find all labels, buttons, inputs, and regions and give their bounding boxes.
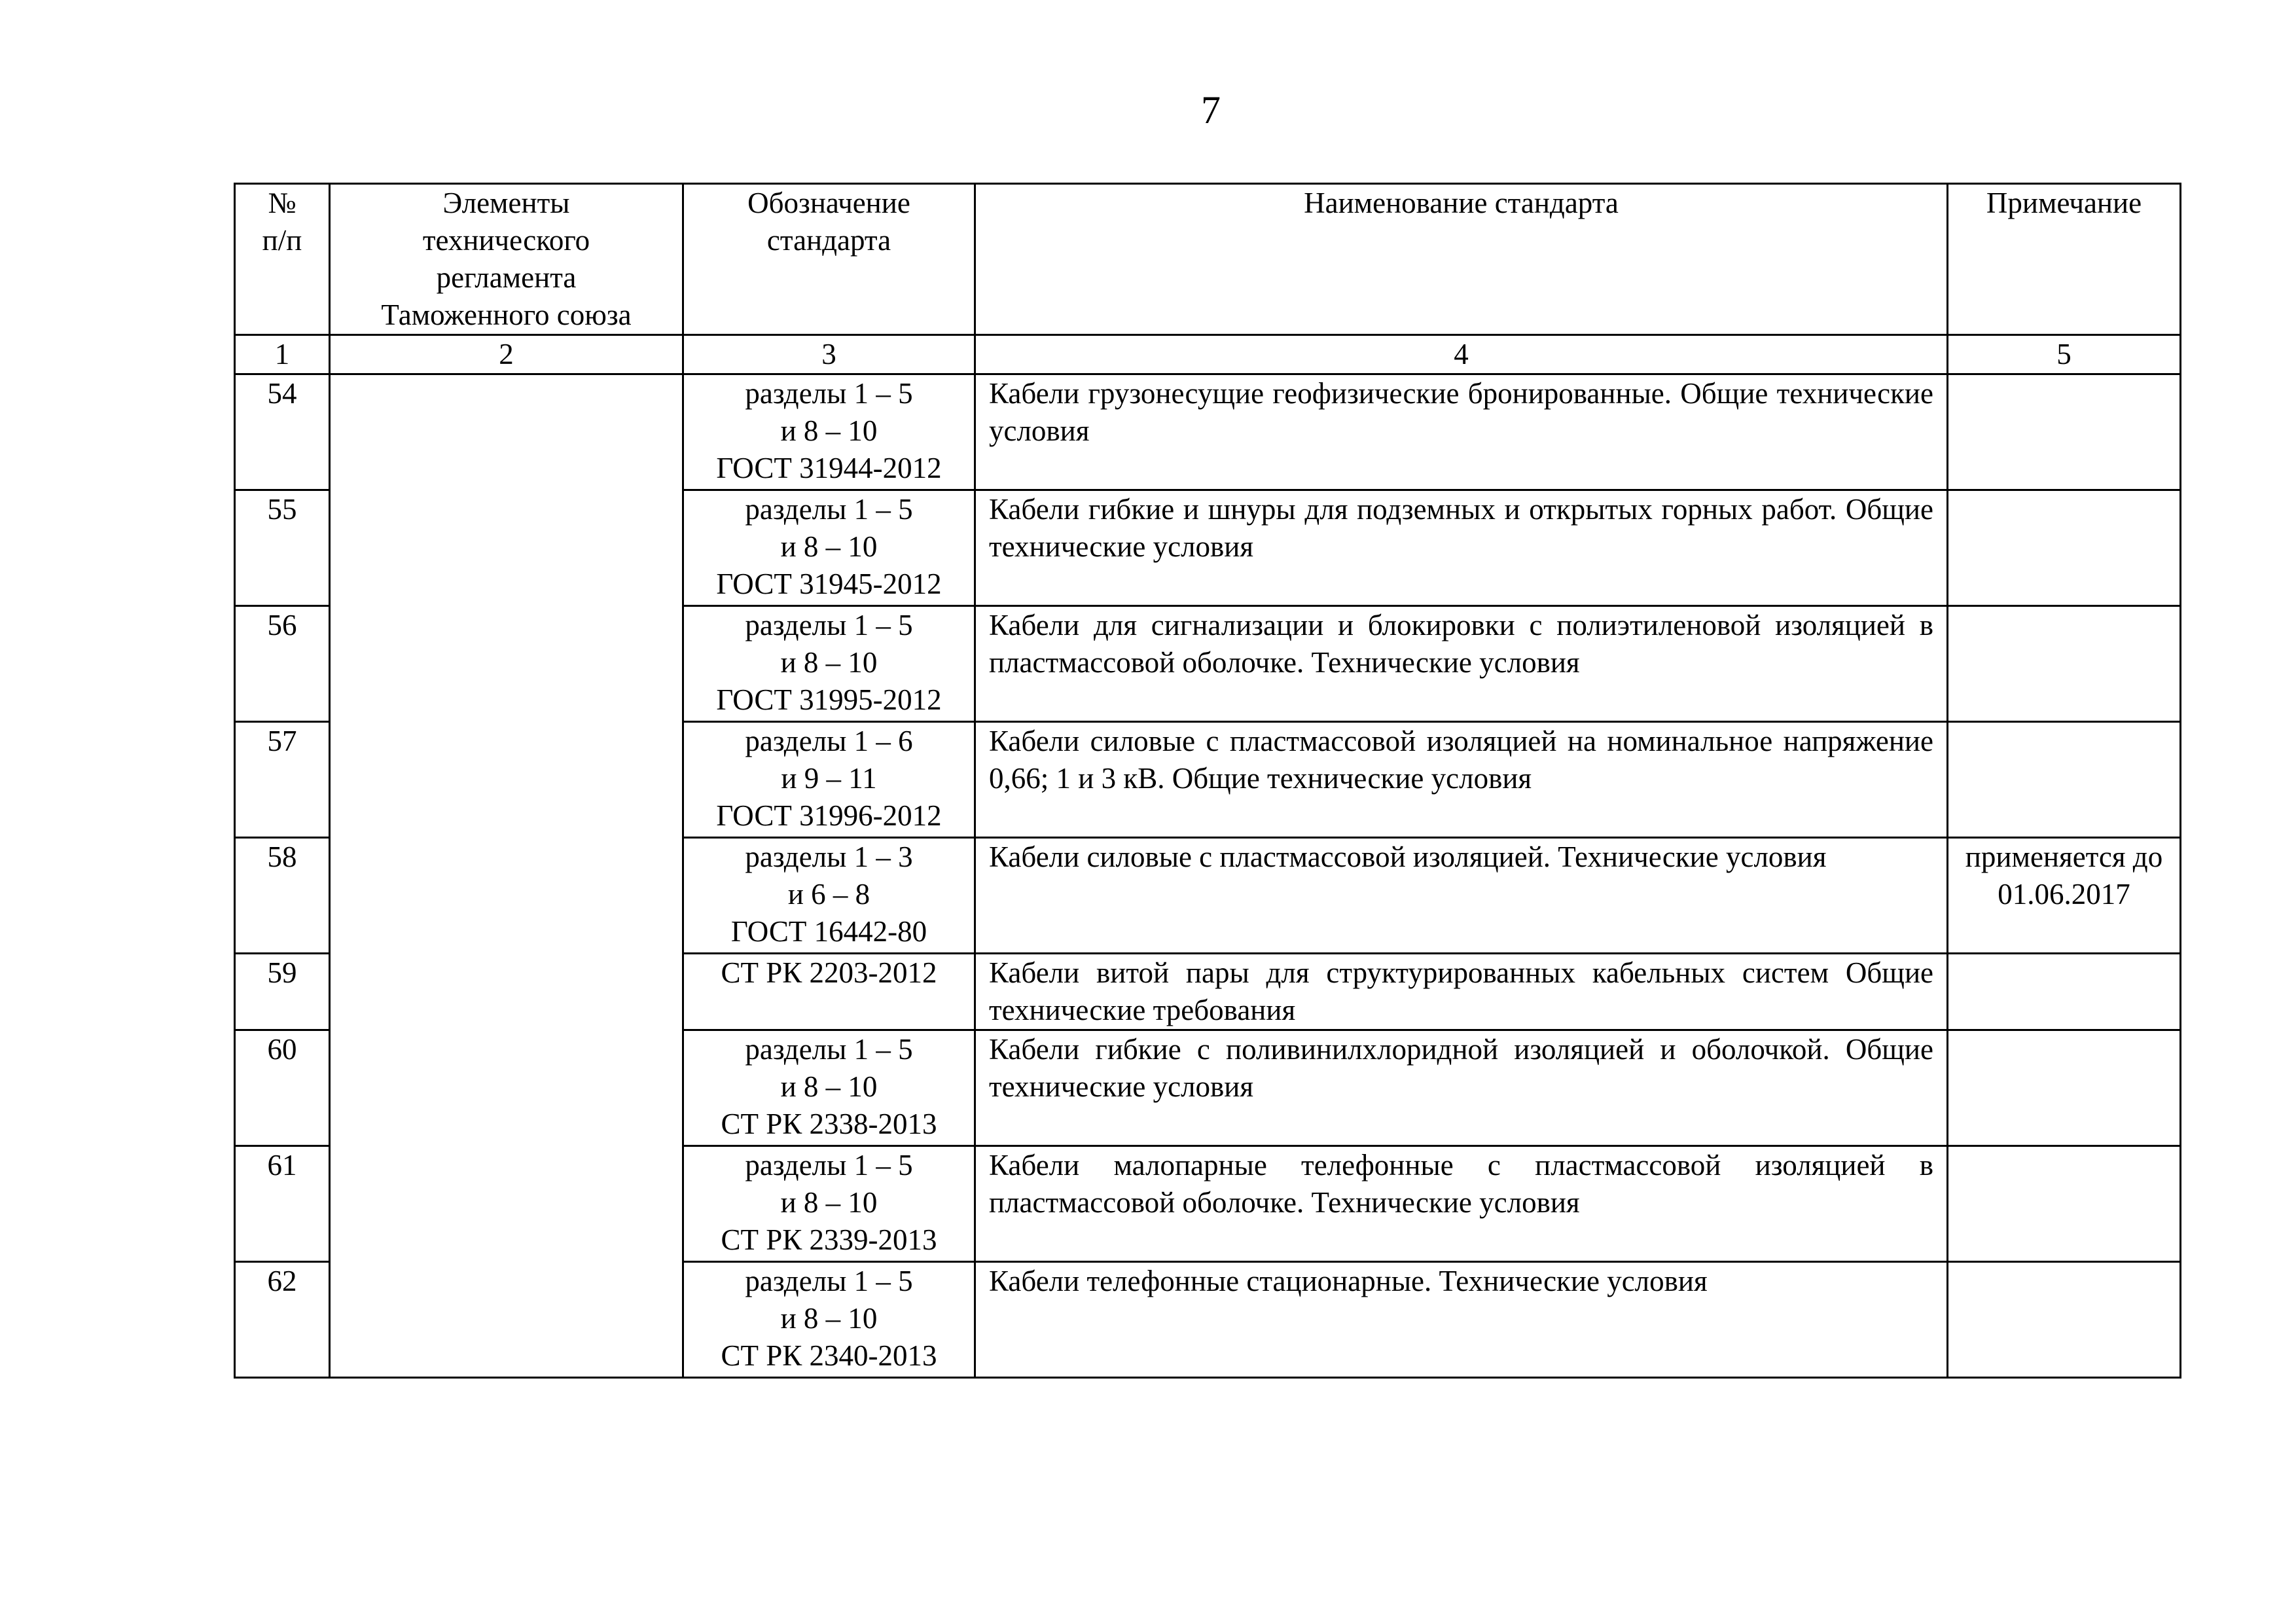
note-cell [1948, 606, 2181, 722]
standard-designation: разделы 1 – 5 и 8 – 10 СТ РК 2339-2013 [683, 1146, 975, 1262]
standard-name: Кабели гибкие и шнуры для подземных и открытых горных работ. Общие технические условия [975, 490, 1948, 606]
note-cell [1948, 374, 2181, 490]
header-elements: Элементы технического регламента Таможенного союза [330, 184, 683, 335]
row-number: 54 [235, 374, 330, 490]
note-cell: применяется до 01.06.2017 [1948, 838, 2181, 954]
row-number: 58 [235, 838, 330, 954]
note-cell [1948, 722, 2181, 838]
row-number: 59 [235, 954, 330, 1030]
column-number: 4 [975, 335, 1948, 374]
header-designation: Обозначение стандарта [683, 184, 975, 335]
note-cell [1948, 1262, 2181, 1378]
note-cell [1948, 490, 2181, 606]
standard-designation: разделы 1 – 5 и 8 – 10 ГОСТ 31995-2012 [683, 606, 975, 722]
standard-name: Кабели для сигнализации и блокировки с полиэтиленовой изоляцией в пластмассовой оболочке. Технические условия [975, 606, 1948, 722]
standard-name: Кабели силовые с пластмассовой изоляцией на номинальное напряжение 0,66; 1 и 3 кВ. Общие технические условия [975, 722, 1948, 838]
table-header-row [235, 184, 2181, 335]
standards-table [234, 183, 2181, 1379]
row-number: 61 [235, 1146, 330, 1262]
elements-cell [330, 374, 683, 1378]
column-number: 2 [330, 335, 683, 374]
column-number: 1 [235, 335, 330, 374]
column-number: 3 [683, 335, 975, 374]
standard-designation: разделы 1 – 3 и 6 – 8 ГОСТ 16442-80 [683, 838, 975, 954]
column-number-row [235, 335, 2181, 374]
standard-designation: разделы 1 – 5 и 8 – 10 ГОСТ 31944-2012 [683, 374, 975, 490]
standard-name: Кабели малопарные телефонные с пластмассовой изоляцией в пластмассовой оболочке. Технические условия [975, 1146, 1948, 1262]
standard-name: Кабели витой пары для структурированных кабельных систем Общие технические требования [975, 954, 1948, 1030]
row-number: 55 [235, 490, 330, 606]
row-number: 60 [235, 1030, 330, 1146]
note-cell [1948, 1030, 2181, 1146]
row-number: 57 [235, 722, 330, 838]
standard-designation: разделы 1 – 6 и 9 – 11 ГОСТ 31996-2012 [683, 722, 975, 838]
column-number: 5 [1948, 335, 2181, 374]
page-number: 7 [1201, 88, 1221, 132]
standard-designation: разделы 1 – 5 и 8 – 10 СТ РК 2338-2013 [683, 1030, 975, 1146]
note-cell [1948, 954, 2181, 1030]
table-row [235, 374, 2181, 490]
standard-designation: СТ РК 2203-2012 [683, 954, 975, 1030]
standard-name: Кабели гибкие с поливинилхлоридной изоляцией и оболочкой. Общие технические условия [975, 1030, 1948, 1146]
header-standard-name: Наименование стандарта [975, 184, 1948, 335]
row-number: 62 [235, 1262, 330, 1378]
header-note: Примечание [1948, 184, 2181, 335]
standard-designation: разделы 1 – 5 и 8 – 10 СТ РК 2340-2013 [683, 1262, 975, 1378]
standard-name: Кабели телефонные стационарные. Технические условия [975, 1262, 1948, 1378]
standard-name: Кабели силовые с пластмассовой изоляцией. Технические условия [975, 838, 1948, 954]
row-number: 56 [235, 606, 330, 722]
standard-name: Кабели грузонесущие геофизические бронированные. Общие технические условия [975, 374, 1948, 490]
standard-designation: разделы 1 – 5 и 8 – 10 ГОСТ 31945-2012 [683, 490, 975, 606]
note-cell [1948, 1146, 2181, 1262]
header-number: № п/п [235, 184, 330, 335]
